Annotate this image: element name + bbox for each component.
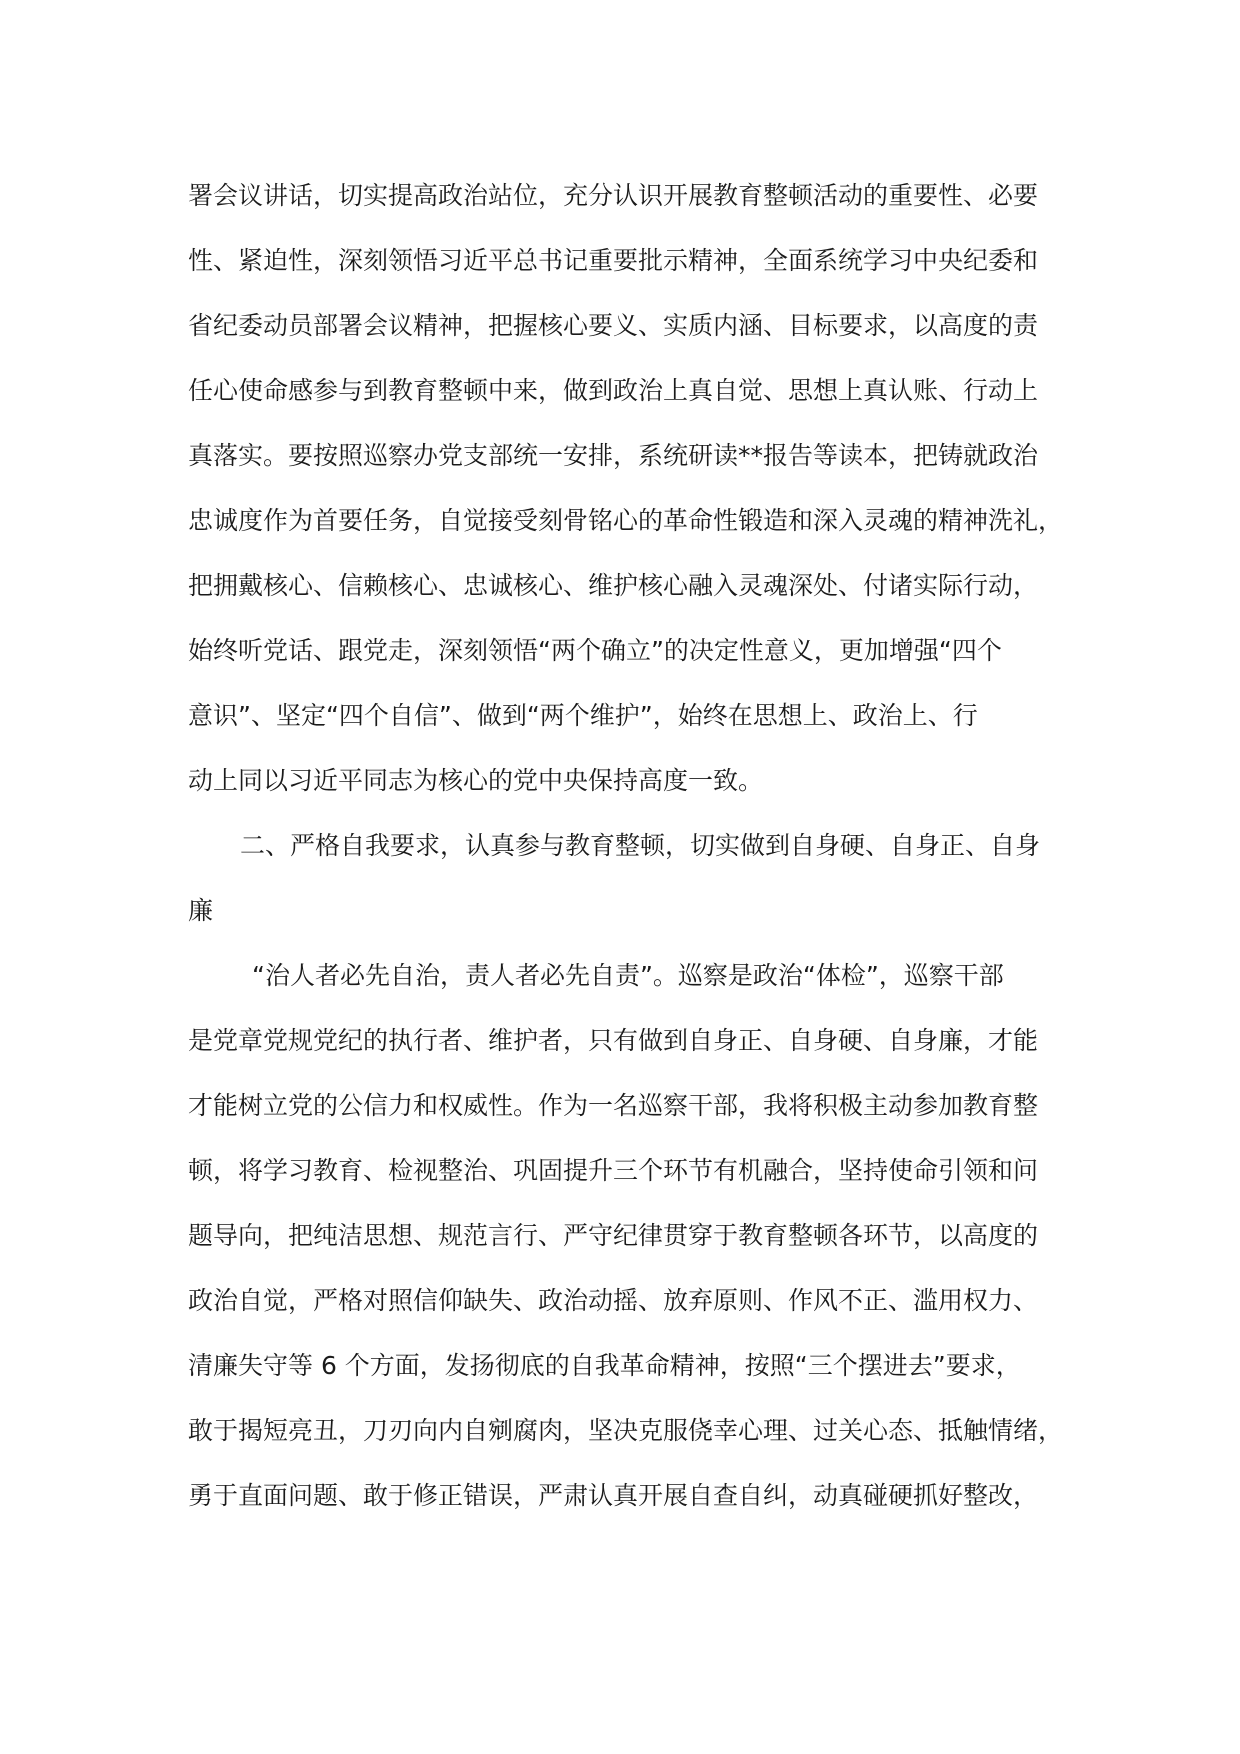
document-body (188, 163, 1064, 1528)
paragraph-line: 性、紧迫性，深刻领悟习近平总书记重要批示精神，全面系统学习中央纪委和 (188, 246, 1039, 275)
paragraph-line: 清廉失守等 6 个方面，发扬彻底的自我革命精神，按照“三个摆进去”要求， (188, 1351, 1021, 1380)
section-heading-line: 廉 (188, 896, 214, 925)
paragraph-line: 敢于揭短亮丑，刀刃向内自剜腐肉，坚决克服侥幸心理、过关心态、抵触情绪， (188, 1416, 1064, 1445)
paragraph-line: 是党章党规党纪的执行者、维护者，只有做到自身正、自身硬、自身廉，才能 (188, 1026, 1039, 1055)
paragraph-line: 政治自觉，严格对照信仰缺失、政治动摇、放弃原则、作风不正、滥用权力、 (188, 1286, 1039, 1315)
paragraph-line: 署会议讲话，切实提高政治站位，充分认识开展教育整顿活动的重要性、必要 (188, 181, 1039, 210)
paragraph-line: 动上同以习近平同志为核心的党中央保持高度一致。 (188, 766, 764, 795)
paragraph-line: 顿，将学习教育、检视整治、巩固提升三个环节有机融合，坚持使命引领和问 (188, 1156, 1039, 1185)
paragraph-line: 把拥戴核心、信赖核心、忠诚核心、维护核心融入灵魂深处、付诸实际行动， (188, 571, 1039, 600)
paragraph-line: 忠诚度作为首要任务，自觉接受刻骨铭心的革命性锻造和深入灵魂的精神洗礼， (188, 506, 1064, 535)
paragraph-line: 才能树立党的公信力和权威性。作为一名巡察干部，我将积极主动参加教育整 (188, 1091, 1039, 1120)
paragraph-line: 始终听党话、跟党走，深刻领悟“两个确立”的决定性意义，更加增强“四个 (188, 636, 1002, 665)
section-heading-line: 二、严格自我要求，认真参与教育整顿，切实做到自身硬、自身正、自身 (240, 831, 1041, 860)
paragraph-line: 省纪委动员部署会议精神，把握核心要义、实质内涵、目标要求，以高度的责 (188, 311, 1039, 340)
paragraph-line: 勇于直面问题、敢于修正错误，严肃认真开展自查自纠，动真碰硬抓好整改， (188, 1481, 1039, 1510)
paragraph-line: 真落实。要按照巡察办党支部统一安排，系统研读**报告等读本，把铸就政治 (188, 441, 1039, 470)
paragraph-line: 题导向，把纯洁思想、规范言行、严守纪律贯穿于教育整顿各环节，以高度的 (188, 1221, 1039, 1250)
paragraph-line: 意识”、坚定“四个自信”、做到“两个维护”，始终在思想上、政治上、行 (188, 701, 978, 730)
paragraph-line: “治人者必先自治，责人者必先自责”。巡察是政治“体检”，巡察干部 (252, 961, 1004, 990)
paragraph-line: 任心使命感参与到教育整顿中来，做到政治上真自觉、思想上真认账、行动上 (188, 376, 1039, 405)
